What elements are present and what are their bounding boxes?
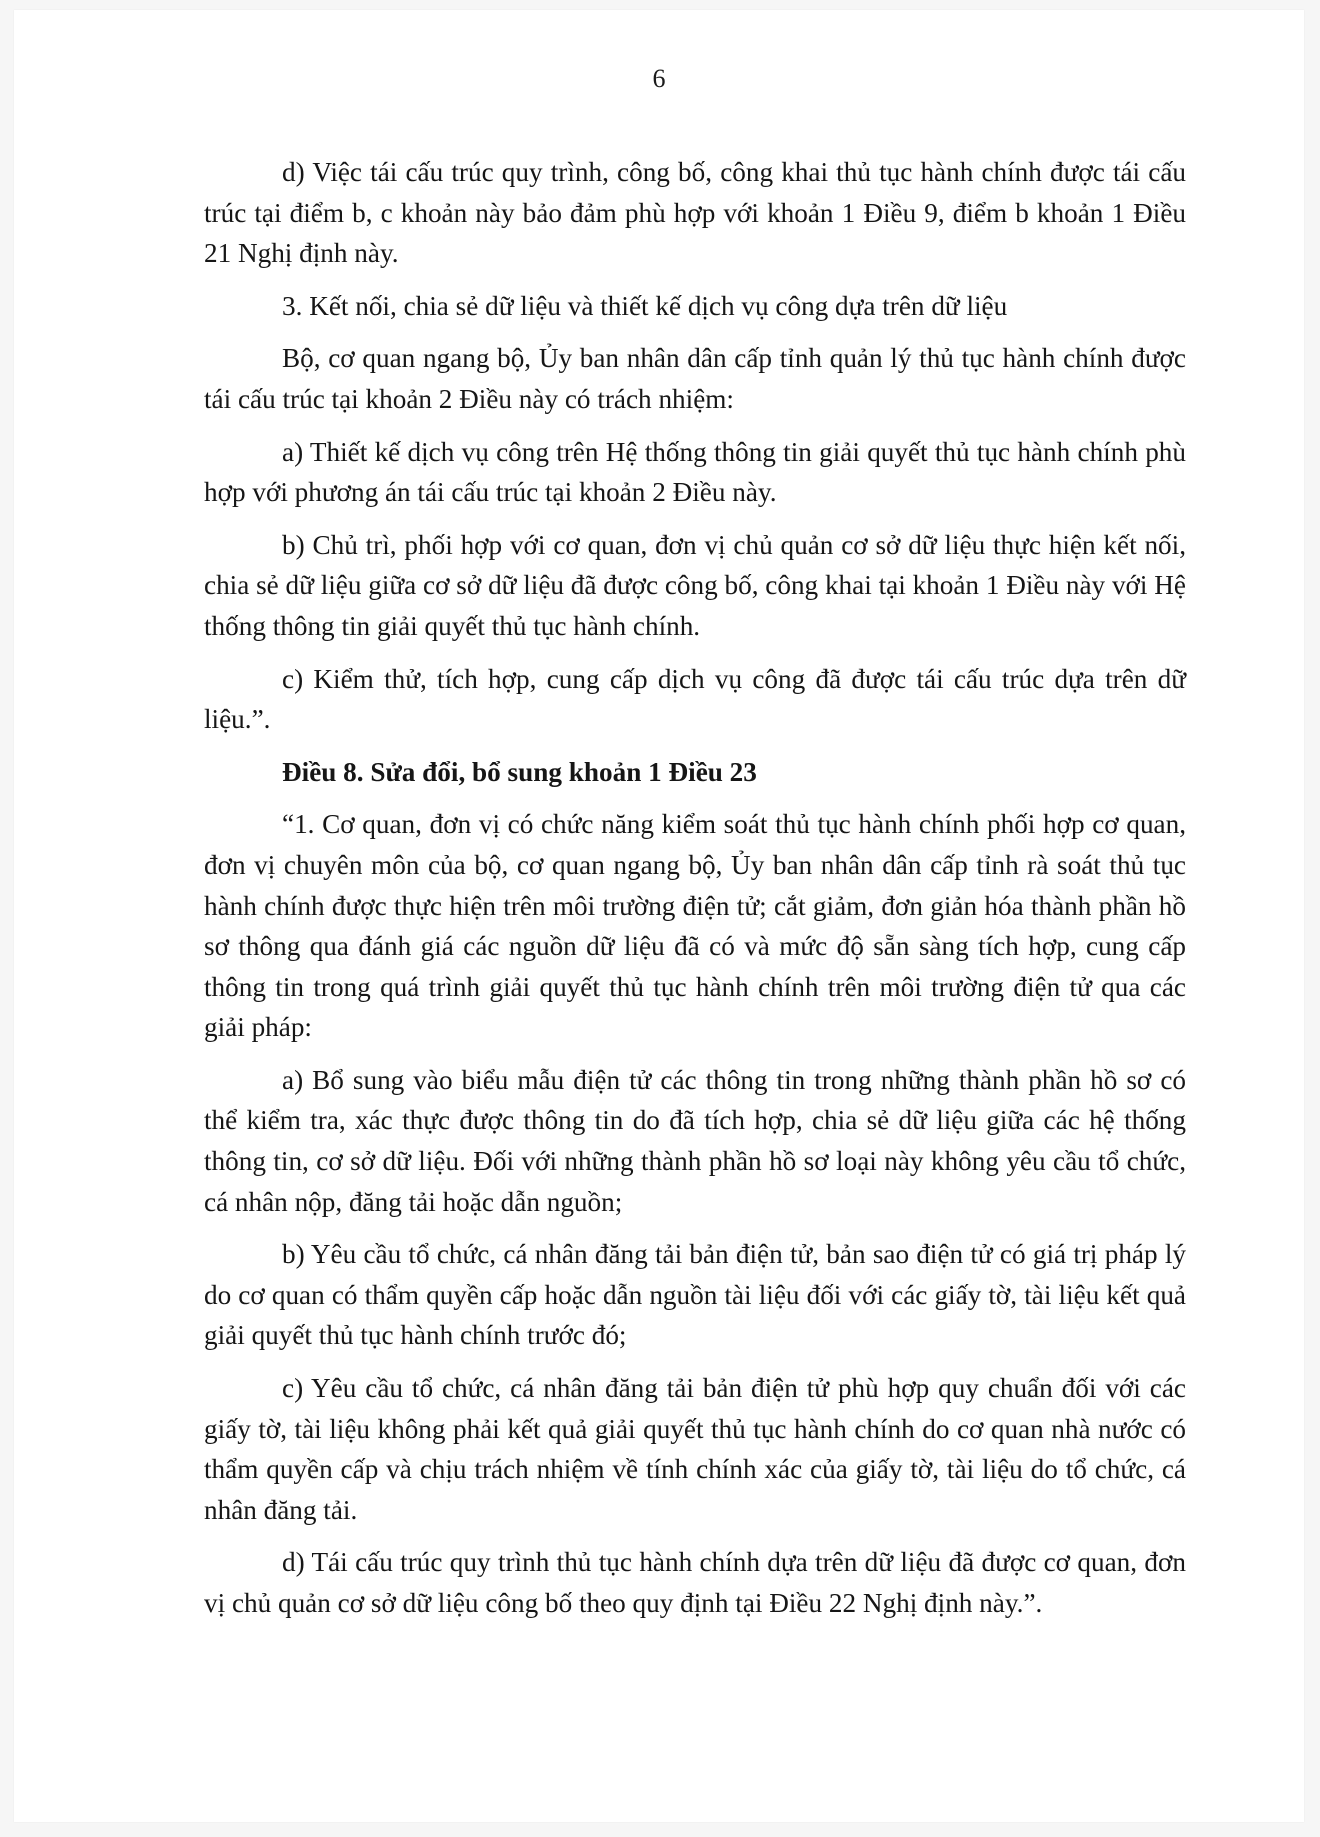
page-number: 6 (652, 64, 666, 93)
paragraph-c-test: c) Kiểm thử, tích hợp, cung cấp dịch vụ công đã được tái cấu trúc dựa trên dữ liệu.”. (204, 663, 1186, 735)
paragraph-section-3: 3. Kết nối, chia sẻ dữ liệu và thiết kế dịch vụ công dựa trên dữ liệu (282, 290, 1008, 321)
paragraph-clause-1: “1. Cơ quan, đơn vị có chức năng kiểm soát thủ tục hành chính phối hợp cơ quan, đơn vị chuyên môn của bộ, cơ quan ngang bộ, Ủy ban nhân dân cấp tỉnh rà soát thủ tục hành chính được thực hiện trên môi trường điện tử; cắt giảm, đơn giản hóa thành phần hồ sơ thông qua đánh giá các nguồn dữ liệu đã có và mức độ sẵn sàng tích hợp, cung cấp thông tin trong quá trình giải quyết thủ tục hành chính trên môi trường điện tử qua các giải pháp: (204, 809, 1186, 1043)
article-8-heading: Điều 8. Sửa đổi, bổ sung khoản 1 Điều 23 (282, 756, 757, 787)
document-page (14, 10, 1304, 1822)
paragraph-a-design: a) Thiết kế dịch vụ công trên Hệ thống thông tin giải quyết thủ tục hành chính phù hợp với phương án tái cấu trúc tại khoản 2 Điều này. (204, 436, 1186, 508)
paragraph-ministry-responsibility: Bộ, cơ quan ngang bộ, Ủy ban nhân dân cấp tỉnh quản lý thủ tục hành chính được tái cấu trúc tại khoản 2 Điều này có trách nhiệm: (204, 343, 1186, 414)
paragraph-b-connect: b) Chủ trì, phối hợp với cơ quan, đơn vị chủ quản cơ sở dữ liệu thực hiện kết nối, chia sẻ dữ liệu giữa cơ sở dữ liệu đã được công bố, công khai tại khoản 1 Điều này với Hệ thống thông tin giải quyết thủ tục hành chính. (204, 529, 1186, 641)
document-body (204, 152, 1186, 1636)
paragraph-d-process: d) Tái cấu trúc quy trình thủ tục hành chính dựa trên dữ liệu đã được cơ quan, đơn vị chủ quản cơ sở dữ liệu công bố theo quy định tại Điều 22 Nghị định này.”. (204, 1547, 1186, 1618)
paragraph-d-restructure: d) Việc tái cấu trúc quy trình, công bố, công khai thủ tục hành chính được tái cấu trúc tại điểm b, c khoản này bảo đảm phù hợp với khoản 1 Điều 9, điểm b khoản 1 Điều 21 Nghị định này. (204, 157, 1186, 269)
paragraph-a-supplement: a) Bổ sung vào biểu mẫu điện tử các thông tin trong những thành phần hồ sơ có thể kiểm tra, xác thực được thông tin do đã tích hợp, chia sẻ dữ liệu giữa các hệ thống thông tin, cơ sở dữ liệu. Đối với những thành phần hồ sơ loại này không yêu cầu tổ chức, cá nhân nộp, đăng tải hoặc dẫn nguồn; (204, 1064, 1186, 1217)
paragraph-b-upload: b) Yêu cầu tổ chức, cá nhân đăng tải bản điện tử, bản sao điện tử có giá trị pháp lý do cơ quan có thẩm quyền cấp hoặc dẫn nguồn tài liệu đối với các giấy tờ, tài liệu kết quả giải quyết thủ tục hành chính trước đó; (204, 1239, 1186, 1351)
paragraph-c-standard: c) Yêu cầu tổ chức, cá nhân đăng tải bản điện tử phù hợp quy chuẩn đối với các giấy tờ, tài liệu không phải kết quả giải quyết thủ tục hành chính do cơ quan nhà nước có thẩm quyền cấp và chịu trách nhiệm về tính chính xác của giấy tờ, tài liệu do tổ chức, cá nhân đăng tải. (204, 1373, 1186, 1525)
